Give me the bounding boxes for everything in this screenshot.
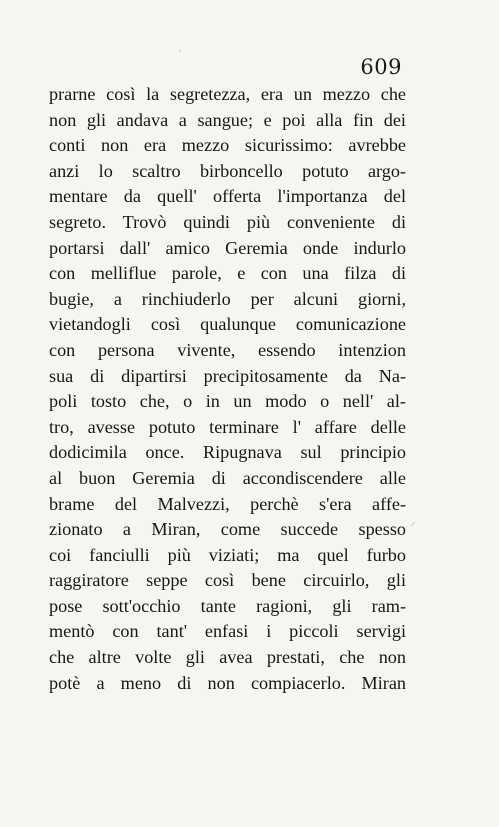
text-line: segreto. Trovò quindi più conveniente di — [49, 211, 406, 232]
text-line: sua di dipartirsi precipitosamente da Na- — [49, 365, 406, 386]
text-line: brame del Malvezzi, perchè s'era affe- — [49, 493, 406, 514]
text-line: mentò con tant' enfasi i piccoli servigi — [49, 621, 406, 642]
text-line: con melliflue parole, e con una filza di — [49, 263, 406, 284]
text-line: prarne così la segretezza, era un mezzo che — [49, 84, 406, 104]
text-line: con persona vivente, essendo intenzion — [49, 339, 406, 360]
text-line: mentare da quell' offerta l'importanza del — [49, 186, 406, 207]
text-line: conti non era mezzo sicurissimo: avrebbe — [49, 135, 406, 156]
text-line: vietandogli così qualunque comunicazione — [49, 314, 406, 335]
text-line: bugie, a rinchiuderlo per alcuni giorni, — [49, 288, 406, 309]
text-line: poli tosto che, o in un modo o nell' al- — [49, 391, 406, 412]
paper-speck: ⸝ — [410, 514, 417, 528]
text-line: coi fanciulli più viziati; ma quel furbo — [49, 544, 406, 565]
text-line: tro, avesse potuto terminare l' affare delle — [49, 416, 406, 437]
text-line: raggiratore seppe così bene circuirlo, gli — [49, 570, 406, 591]
text-line: potè a meno di non compiacerlo. Miran — [49, 672, 406, 693]
text-line: portarsi dall' amico Geremia onde indurlo — [49, 237, 406, 258]
paper-speck: · — [178, 44, 182, 58]
text-line: al buon Geremia di accondiscendere alle — [49, 467, 406, 488]
text-line: zionato a Miran, come succede spesso — [49, 519, 406, 540]
text-line: anzi lo scaltro birboncello potuto argo- — [49, 160, 406, 181]
text-line: non gli andava a sangue; e poi alla fin dei — [49, 109, 406, 130]
body-text — [49, 82, 406, 696]
page-number: 609 — [360, 55, 402, 79]
text-line: pose sott'occhio tante ragioni, gli ram- — [49, 595, 406, 616]
text-line: dodicimila once. Ripugnava sul principio — [49, 442, 406, 463]
text-line: che altre volte gli avea prestati, che non — [49, 647, 406, 668]
